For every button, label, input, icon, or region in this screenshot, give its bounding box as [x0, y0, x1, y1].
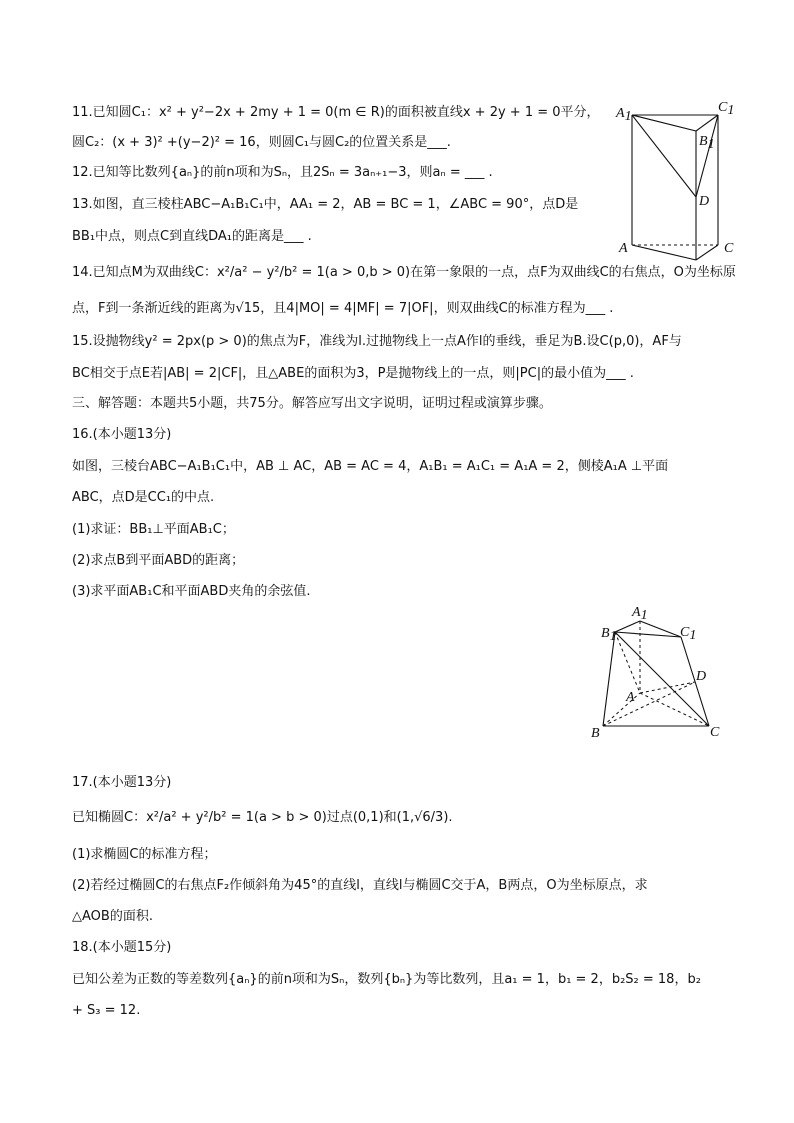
label-B1: B1 [699, 134, 715, 152]
q18-line2: + S₃ = 12. [72, 1003, 141, 1018]
q17-part2-line1: (2)若经过椭圆C的右焦点F₂作倾斜角为45°的直线l，直线l与椭圆C交于A，B两点，O为坐标原点，求 [72, 878, 648, 893]
q18-line1: 已知公差为正数的等差数列{aₙ}的前n项和为Sₙ，数列{bₙ}为等比数列，且a₁ = 1，b₁ = 2，b₂S₂ = 18，b₂ [72, 972, 701, 987]
q11-line2: 圆C₂：(x + 3)² +(y−2)² = 16，则圆C₁与圆C₂的位置关系是___. [72, 135, 451, 150]
edge-A-B [632, 245, 696, 260]
label-D: D [696, 669, 707, 684]
segment-A-D-hidden [640, 682, 695, 693]
q16-header: 16.(本小题13分) [72, 427, 172, 442]
q16-part2: (2)求点B到平面ABD的距离； [72, 553, 245, 568]
q14-line1: 14.已知点M为双曲线C：x²/a² − y²/b² = 1(a > 0,b > 0)在第一象限的一点，点F为双曲线C的右焦点，O为坐标原 [72, 265, 736, 280]
q16-part3: (3)求平面AB₁C和平面ABD夹角的余弦值. [72, 584, 311, 599]
label-C1: C1 [680, 625, 697, 643]
q14-line2: 点，F到一条渐近线的距离为√15，且4|MO| = 4|MF| = 7|OF|，则双曲线C的标准方程为___ . [72, 301, 614, 316]
edge-B1-A1 [615, 621, 640, 632]
q11-line1: 11.已知圆C₁：x² + y²−2x + 2my + 1 = 0(m ∈ R)的面积被直线x + 2y + 1 = 0平分， [72, 105, 600, 120]
segment-A1-D [632, 115, 696, 197]
q16-line2: ABC，点D是CC₁的中点. [72, 490, 215, 505]
q15-line1: 15.设抛物线y² = 2px(p > 0)的焦点为F，准线为l.过抛物线上一点A作l的垂线，垂足为B.设C(p,0)，AF与 [72, 334, 682, 349]
label-A1: A1 [616, 106, 632, 124]
edge-B-C [696, 245, 718, 260]
q12-line: 12.已知等比数列{aₙ}的前n项和为Sₙ，且2Sₙ = 3aₙ₊₁−3，则aₙ = ___ . [72, 165, 493, 180]
segment-B1-A-hidden [615, 632, 640, 693]
q17-part1: (1)求椭圆C的标准方程； [72, 847, 217, 862]
q16-part1: (1)求证：BB₁⊥平面AB₁C； [72, 522, 235, 537]
q18-header: 18.(本小题15分) [72, 940, 172, 955]
q17-line1: 已知椭圆C：x²/a² + y²/b² = 1(a > b > 0)过点(0,1)和(1,√6/3). [72, 810, 453, 825]
label-A: A [619, 241, 628, 256]
segment-B1-C [615, 632, 709, 726]
label-A: A [626, 690, 635, 705]
edge-B1-B [603, 632, 615, 726]
label-C1: C1 [718, 100, 735, 118]
prism-figure [610, 95, 745, 265]
label-A1: A1 [632, 605, 648, 623]
edge-A-C-hidden [640, 693, 709, 726]
q17-part2-line2: △AOB的面积. [72, 909, 153, 924]
label-C: C [710, 725, 720, 740]
q13-line1: 13.如图，直三棱柱ABC−A₁B₁C₁中，AA₁ = 2，AB = BC = 1，∠ABC = 90°，点D是 [72, 197, 579, 212]
label-C: C [724, 241, 734, 256]
segment-B-D-hidden [603, 682, 695, 726]
frustum-figure [585, 600, 735, 745]
label-D: D [699, 194, 710, 209]
section-heading: 三、解答题：本题共5小题，共75分。解答应写出文字说明，证明过程或演算步骤。 [72, 396, 552, 411]
segment-D-C1 [696, 115, 718, 197]
q15-line2: BC相交于点E若|AB| = 2|CF|，且△ABE的面积为3，P是抛物线上的一点，则|PC|的最小值为___ . [72, 366, 634, 381]
q16-line1: 如图，三棱台ABC−A₁B₁C₁中，AB ⊥ AC，AB = AC = 4，A₁B₁ = A₁C₁ = A₁A = 2，侧棱A₁A ⊥平面 [72, 459, 669, 474]
q17-header: 17.(本小题13分) [72, 775, 172, 790]
q13-line2: BB₁中点，则点C到直线DA₁的距离是___ . [72, 229, 312, 244]
label-B1: B1 [601, 626, 617, 644]
label-B: B [591, 726, 600, 741]
edge-A1-B1 [632, 115, 696, 131]
